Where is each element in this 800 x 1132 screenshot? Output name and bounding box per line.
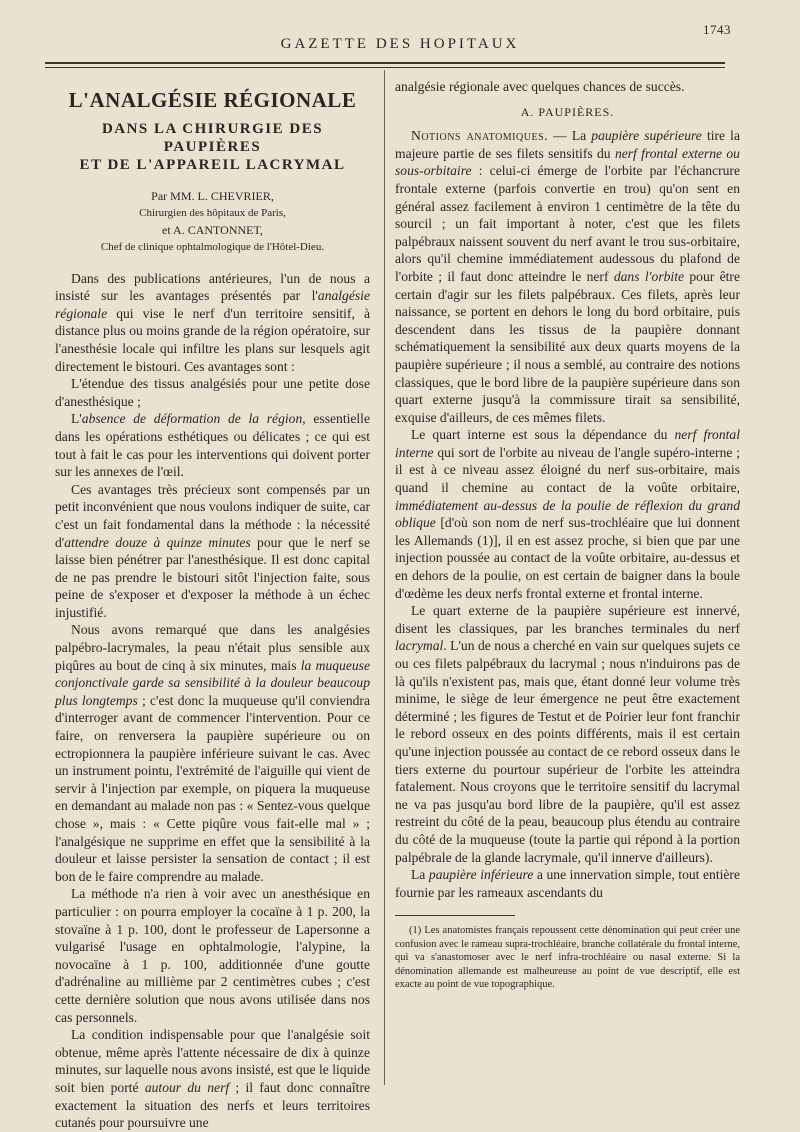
subtitle-line-1: DANS LA CHIRURGIE DES PAUPIÈRES [101, 120, 324, 155]
author-block [55, 188, 370, 256]
paragraph: Le quart externe de la paupière supérieure est innervé, disent les classiques, par les branches terminales du nerf lacrymal. L'un de nous a cherché en vain sur quelques sujets ce ou ces filets palpébraux du lacrymal ; nous n'induirons pas de là qu'ils n'existent pas, mais que, étant donné leur volume très minime, le siège de leur émergence ne peut être exactement déterminé ; les figures de Testut et de Poirier leur font franchir le rebord osseux en des points différents, mais il est certain qu'une injection poussée au contact de ce rebord osseux dans le tiers externe du pourtour supérieur de l'orbite les atteindra fatalement. Nous croyons que le territoire sensitif du lacrymal ne va pas jusqu'au bord libre de la paupière, qu'il est assez restreint du côté de la peau, beaucoup plus étendu au contraire du côté de la muqueuse (toute la partie qui répond à la portion palpébrale de la glande lacrymale, qu'il innerve d'ailleurs). [395, 603, 740, 865]
author-2-role: Chef de clinique ophtalmologique de l'Hôtel-Dieu. [100, 240, 325, 253]
paragraph: Nous avons remarqué que dans les analgésies palpébro-lacrymales, la peau n'était plus sensible aux piqûres au bout de cinq à six minutes, mais la muqueuse conjonctivale garde sa sensibilité à la douleur beaucoup plus longtemps ; c'est donc la muqueuse qu'il conviendra d'interroger avant de commencer l'intervention. Pour ce faire, on renversera la paupière supérieure ou on ectropionnera la paupière inférieure suivant le cas. Avec un instrument pointu, l'extrémité de l'aiguille qui vient de servir à l'injection par exemple, on piquera la muqueuse en demandant au malade non pas : « Sentez-vous quelque chose », mais : « Cette piqûre vous fait-elle mal » ; l'analgésique ne supprime en effet que la sensibilité à la douleur et laisse persister la sensation de contact ; il est bon de le faire comprendre au malade. [55, 622, 370, 884]
header-rule [45, 62, 725, 68]
right-column [395, 78, 740, 992]
column-divider [384, 70, 385, 1085]
paragraph: La condition indispensable pour que l'analgésie soit obtenue, même après l'attente nécessaire de dix à quinze minutes, sur laquelle nous avons insisté, est que le liquide soit bien porté autour du nerf ; il faut donc connaître exactement la situation des nerfs et leurs territoires cutanés pour poursuivre une [55, 1027, 371, 1131]
paragraph: L'étendue des tissus analgésiés pour une petite dose d'anesthésique ; [55, 376, 370, 409]
author-2: et A. CANTONNET, [162, 222, 263, 237]
article-subtitle [55, 120, 370, 174]
footnote: (1) Les anatomistes français repoussent cette dénomination qui peut créer une confusion avec le rameau supra-trochléaire, branche collatérale du frontal interne, qui va s'anastomoser avec le nerf infra-trochléaire ou nasal externe. Si la dénomination allemande est malheureuse au point de vue descriptif, elle est exacte au point de vue topographique. [395, 925, 740, 991]
left-column [55, 78, 370, 1132]
author-1: Par MM. L. CHEVRIER, [151, 188, 274, 203]
paragraph: L'absence de déformation de la région, essentielle dans les opérations esthétiques ou délicates ; ce qui est tout à fait le cas pour les interventions qui doivent porter sur les annexes de l'œil. [55, 411, 370, 480]
paragraph: La méthode n'a rien à voir avec un anesthésique en particulier : on pourra employer la cocaïne à 1 p. 200, la stovaïne à 1 p. 100, dont le professeur de Lapersonne a vulgarisé l'usage en ophtalmologie, l'alypine, la novocaïne à 1 p. 100, additionnée d'une goutte d'adrénaline au millième par 2 centimètres cubes ; c'est cette dernière solution que nous avons utilisée dans nos cas personnels. [55, 886, 370, 1025]
subtitle-line-2: ET DE L'APPAREIL LACRYMAL [79, 156, 346, 173]
paragraph: La paupière inférieure a une innervation simple, tout entière fournie par les rameaux ascendants du [395, 867, 740, 900]
section-heading: A. PAUPIÈRES. [520, 104, 615, 119]
paragraph: Dans des publications antérieures, l'un de nous a insisté sur les avantages présentés par l'analgésie régionale qui vise le nerf d'un territoire sensitif, à distance plus ou moins grande de la région opératoire, sur l'anesthésie locale qui infiltre les plans sur lesquels agit directement le bistouri. Ces avantages sont : [55, 270, 370, 374]
paragraph: Ces avantages très précieux sont compensés par un petit inconvénient que nous voulons indiquer de suite, car c'est un fait fondamental dans la méthode : la nécessité d'attendre douze à quinze minutes pour que le nerf se laisse bien pénétrer par l'anesthésique. Il est donc capital de ne pas prendre le bistouri sitôt l'injection faite, sous peine de s'exposer et d'exposer la méthode à un échec injustifié. [55, 481, 370, 620]
paragraph: Notions anatomiques. — La paupière supérieure tire la majeure partie de ses filets sensitifs du nerf frontal externe ou sous-orbitaire : celui-ci émerge de l'orbite par l'échancrure frontale externe (parfois convertie en trou) qu'on sent en général assez facilement à environ 1 centimètre de la tête du sourcil ; un fait important à noter, c'est que les filets palpébraux naissent souvent du nerf avant le trou sus-orbitaire, alors qu'il chemine immédiatement audessous du plafond de l'orbite ; il faut donc atteindre le nerf dans l'orbite pour être certain d'agir sur les filets palpébraux. Ces filets, après leur naissance, se portent en dehors le long du bord orbitaire, puis descendent dans les tissus de la paupière donnant schématiquement la sensibilité aux deux quarts moyens de la paupière supérieure ; il nous a semblé, au contraire des notions classiques, que le bord libre de la paupière supérieure dans son quart externe jusqu'à la commissure tirait sa sensibilité, exquise d'ailleurs, de ces mêmes filets. [395, 128, 740, 425]
page-number: 1743 [703, 22, 731, 37]
running-head: GAZETTE DES HOPITAUX [280, 36, 520, 52]
author-1-role: Chirurgien des hôpitaux de Paris, [139, 206, 286, 219]
article-title: L'ANALGÉSIE RÉGIONALE [68, 88, 357, 112]
continued-text: analgésie régionale avec quelques chances de succès. [395, 79, 685, 94]
paragraph: Le quart interne est sous la dépendance du nerf frontal interne qui sort de l'orbite au niveau de l'angle supéro-interne ; il est à ce niveau assez éloigné du nerf sus-orbitaire, mais quand il chemine au contact de la voûte orbitaire, immédiatement au-dessus de la poulie de réflexion du grand oblique [d'où son nom de nerf sus-trochléaire que lui donnent les Allemands (1)], il en est assez proche, si bien que par une injection poussée au contact de la voûte orbitaire, au-dessus et en dehors de la poulie, on est certain de baigner dans la boule d'œdème les deux nerfs frontal externe et frontal interne. [395, 427, 740, 601]
footnote-rule [395, 915, 515, 916]
